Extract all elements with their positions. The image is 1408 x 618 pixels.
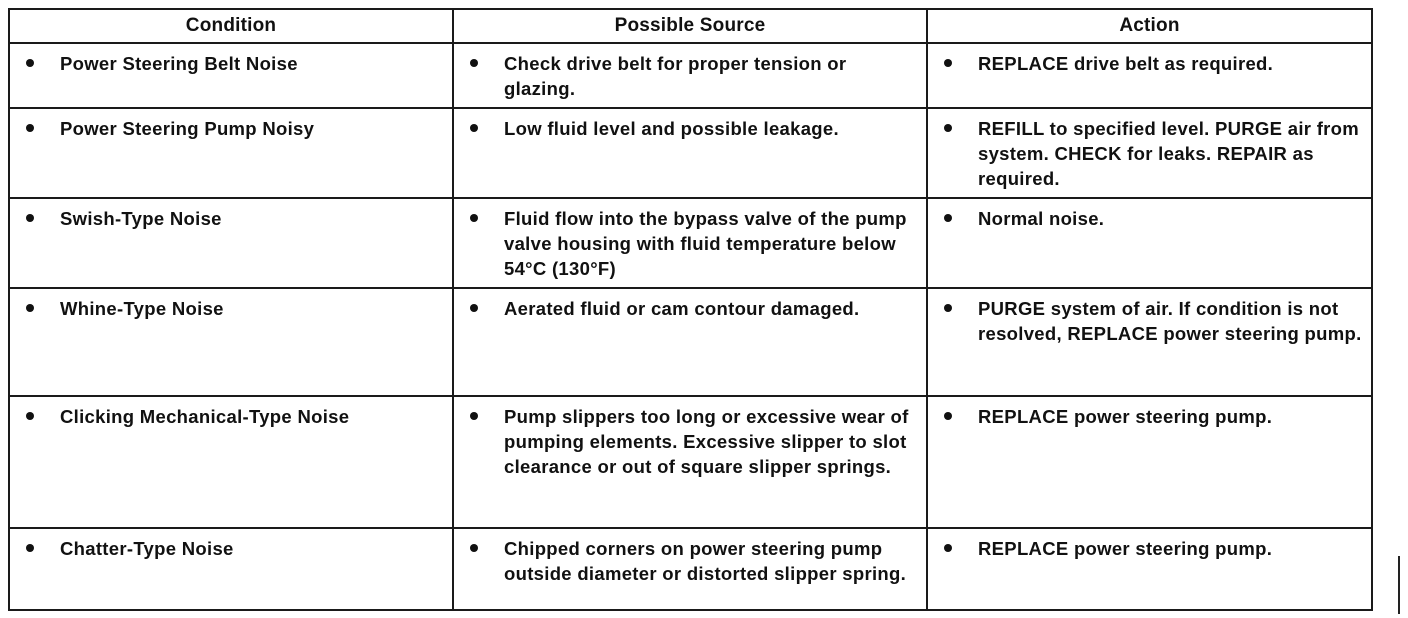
source-text: Low fluid level and possible leakage.: [504, 118, 839, 139]
action-cell: [927, 108, 1372, 198]
bullet-icon: [26, 59, 34, 67]
table-row: [9, 396, 1372, 528]
source-cell: [453, 198, 927, 288]
condition-cell: [9, 528, 453, 610]
bullet-icon: [944, 124, 952, 132]
action-text: REFILL to specified level. PURGE air from system. CHECK for leaks. REPAIR as required.: [978, 118, 1360, 189]
source-cell: [453, 108, 927, 198]
condition-cell: [9, 108, 453, 198]
bullet-icon: [470, 214, 478, 222]
condition-text: Power Steering Pump Noisy: [60, 118, 315, 139]
header-possible-source: Possible Source: [453, 9, 927, 43]
page-edge-mark: [1398, 556, 1400, 614]
condition-cell: [9, 396, 453, 528]
diagnosis-table: [8, 8, 1373, 611]
action-text: REPLACE drive belt as required.: [978, 53, 1274, 74]
bullet-icon: [944, 59, 952, 67]
bullet-icon: [26, 412, 34, 420]
action-text: REPLACE power steering pump.: [978, 538, 1273, 559]
header-row: [9, 9, 1372, 43]
bullet-icon: [470, 544, 478, 552]
condition-text: Power Steering Belt Noise: [60, 53, 298, 74]
condition-text: Swish-Type Noise: [60, 208, 222, 229]
source-text: Pump slippers too long or excessive wear of pumping elements. Excessive slipper to slot clearance or out of square slipper springs.: [504, 406, 909, 477]
bullet-icon: [26, 124, 34, 132]
bullet-icon: [26, 214, 34, 222]
condition-text: Chatter-Type Noise: [60, 538, 234, 559]
condition-cell: [9, 43, 453, 108]
bullet-icon: [26, 544, 34, 552]
bullet-icon: [944, 412, 952, 420]
bullet-icon: [470, 124, 478, 132]
table-header: [9, 9, 1372, 43]
source-cell: [453, 396, 927, 528]
header-condition: Condition: [9, 9, 453, 43]
action-cell: [927, 43, 1372, 108]
action-text: REPLACE power steering pump.: [978, 406, 1273, 427]
condition-cell: [9, 198, 453, 288]
source-text: Chipped corners on power steering pump outside diameter or distorted slipper spring.: [504, 538, 907, 584]
bullet-icon: [944, 214, 952, 222]
table-row: [9, 528, 1372, 610]
action-cell: [927, 528, 1372, 610]
table-row: [9, 43, 1372, 108]
bullet-icon: [470, 412, 478, 420]
table-row: [9, 198, 1372, 288]
table-body: [9, 43, 1372, 610]
table-row: [9, 108, 1372, 198]
bullet-icon: [26, 304, 34, 312]
condition-cell: [9, 288, 453, 396]
condition-text: Whine-Type Noise: [60, 298, 224, 319]
source-text: Aerated fluid or cam contour damaged.: [504, 298, 860, 319]
action-cell: [927, 288, 1372, 396]
action-text: PURGE system of air. If condition is not resolved, REPLACE power steering pump.: [978, 298, 1362, 344]
bullet-icon: [944, 544, 952, 552]
source-cell: [453, 43, 927, 108]
action-cell: [927, 396, 1372, 528]
action-text: Normal noise.: [978, 208, 1105, 229]
header-action: Action: [927, 9, 1372, 43]
bullet-icon: [470, 59, 478, 67]
action-cell: [927, 198, 1372, 288]
source-text: Check drive belt for proper tension or glazing.: [504, 53, 847, 99]
source-cell: [453, 528, 927, 610]
condition-text: Clicking Mechanical-Type Noise: [60, 406, 350, 427]
source-cell: [453, 288, 927, 396]
bullet-icon: [470, 304, 478, 312]
table-row: [9, 288, 1372, 396]
bullet-icon: [944, 304, 952, 312]
source-text: Fluid flow into the bypass valve of the pump valve housing with fluid temperature below 54°C (130°F): [504, 208, 907, 279]
